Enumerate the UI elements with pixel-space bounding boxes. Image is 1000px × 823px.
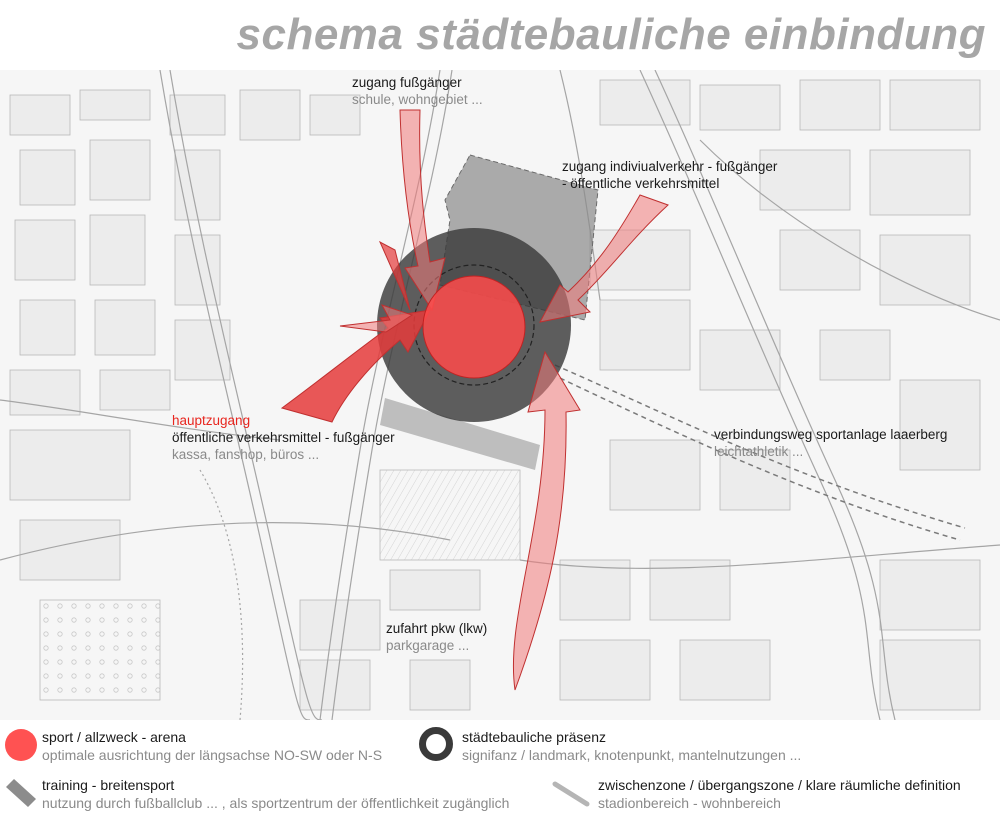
label-main: zugang fußgänger: [352, 75, 462, 90]
label-sub: kassa, fanshop, büros ...: [172, 447, 320, 462]
label-main: verbindungsweg sportanlage laaerberg: [714, 427, 948, 442]
red-disc-icon: [4, 728, 38, 762]
legend-zone: [598, 776, 961, 812]
label-pedestrian-north: [352, 74, 483, 108]
legend-desc: nutzung durch fußballclub ... , als sportzentrum der öffentlichkeit zugänglich: [42, 795, 510, 811]
label-sub: leichtathletik ...: [714, 444, 804, 459]
label-line1: zugang indiviualverkehr - fußgänger: [562, 159, 778, 174]
legend-presence: [462, 728, 801, 764]
grey-line-icon: [552, 780, 590, 808]
dark-ring-icon: [418, 726, 454, 762]
label-sub: parkgarage ...: [386, 638, 470, 653]
label-main: zufahrt pkw (lkw): [386, 621, 488, 636]
legend-desc: signifanz / landmark, knotenpunkt, mantelnutzungen ...: [462, 747, 802, 763]
legend-title: städtebauliche präsenz: [462, 729, 606, 745]
legend-desc: stadionbereich - wohnbereich: [598, 795, 781, 811]
label-connection-path: [714, 426, 947, 460]
grey-bar-icon: [4, 775, 38, 809]
arena-disc: [423, 276, 525, 378]
label-accent: hauptzugang: [172, 413, 251, 428]
label-main: öffentliche verkehrsmittel - fußgänger: [172, 430, 395, 445]
legend-arena: [42, 728, 382, 764]
label-main-entrance: [172, 412, 395, 463]
legend-desc: optimale ausrichtung der längsachse NO-SW oder N-S: [42, 747, 383, 763]
label-line2: - öffentliche verkehrsmittel: [562, 176, 720, 191]
label-sub: schule, wohngebiet ...: [352, 92, 483, 107]
legend-title: training - breitensport: [42, 777, 175, 793]
label-car-access: [386, 620, 487, 654]
legend-title: zwischenzone / übergangszone / klare räumliche definition: [598, 777, 961, 793]
legend-title: sport / allzweck - arena: [42, 729, 186, 745]
legend-training: [42, 776, 509, 812]
page-title: schema städtebauliche einbindung: [236, 10, 986, 59]
site-map: [0, 70, 1000, 720]
label-individual-access: [562, 158, 777, 192]
